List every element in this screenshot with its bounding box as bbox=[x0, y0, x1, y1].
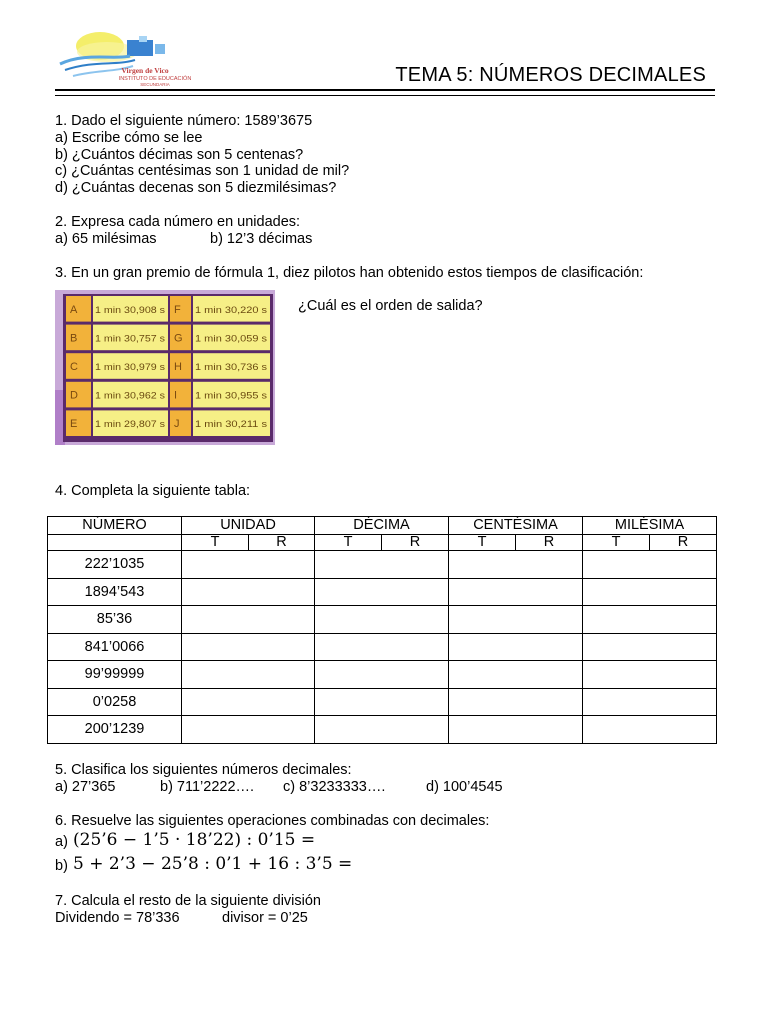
pilot-time: 1 min 30,736 s bbox=[195, 362, 268, 372]
answer-cell[interactable] bbox=[449, 661, 583, 689]
answer-cell[interactable] bbox=[182, 633, 315, 661]
table-row-number: 99’99999 bbox=[48, 661, 182, 689]
table-row-number: 222’1035 bbox=[48, 551, 182, 579]
q3-question: ¿Cuál es el orden de salida? bbox=[298, 298, 483, 314]
pilot-letter: B bbox=[70, 332, 78, 345]
q1-d: d) ¿Cuántas decenas son 5 diezmilésimas? bbox=[55, 180, 337, 196]
header-unidad: UNIDAD bbox=[182, 517, 315, 535]
subheader-t: T bbox=[182, 535, 249, 551]
pilot-time: 1 min 29,807 s bbox=[95, 419, 166, 430]
table-row-number: 1894’543 bbox=[48, 578, 182, 606]
logo-text-2: INSTITUTO DE EDUCACIÓN bbox=[118, 76, 192, 82]
answer-cell[interactable] bbox=[182, 578, 315, 606]
pilot-time: 1 min 30,211 s bbox=[195, 419, 268, 430]
answer-cell[interactable] bbox=[449, 688, 583, 716]
q2-a: a) 65 milésimas bbox=[55, 231, 157, 247]
table-row-number: 85’36 bbox=[48, 606, 182, 634]
answer-cell[interactable] bbox=[583, 661, 717, 689]
pilot-letter: D bbox=[70, 389, 78, 402]
q6-a-label: a) bbox=[55, 834, 68, 850]
answer-cell[interactable] bbox=[583, 716, 717, 744]
q6-b-label: b) bbox=[55, 858, 68, 874]
pilot-time: 1 min 30,059 s bbox=[195, 333, 268, 344]
pilot-time: 1 min 30,220 s bbox=[195, 304, 268, 315]
header-decima: DÉCIMA bbox=[315, 517, 449, 535]
answer-cell[interactable] bbox=[449, 551, 583, 579]
q4-stem: 4. Completa la siguiente tabla: bbox=[55, 483, 251, 499]
pilot-letter: H bbox=[174, 361, 182, 373]
q7-dividend: Dividendo = 78’336 bbox=[55, 910, 180, 926]
answer-cell[interactable] bbox=[449, 606, 583, 634]
page-title: TEMA 5: NÚMEROS DECIMALES bbox=[395, 64, 706, 86]
q7-divisor: divisor = 0’25 bbox=[222, 910, 308, 926]
header-rule-thick bbox=[55, 89, 715, 91]
q5-d: d) 100’4545 bbox=[426, 779, 503, 795]
header-milesima: MILÉSIMA bbox=[583, 517, 717, 535]
table-row-number: 0’0258 bbox=[48, 688, 182, 716]
q5-stem: 5. Clasifica los siguientes números decimales: bbox=[55, 762, 352, 778]
q5-b: b) 711’2222…. bbox=[160, 779, 255, 795]
q6-stem: 6. Resuelve las siguientes operaciones combinadas con decimales: bbox=[55, 813, 490, 829]
pilot-letter: A bbox=[70, 303, 78, 316]
subheader-r: R bbox=[249, 535, 315, 551]
answer-cell[interactable] bbox=[182, 661, 315, 689]
answer-cell[interactable] bbox=[182, 688, 315, 716]
header-rule-thin bbox=[55, 95, 715, 96]
pilot-time: 1 min 30,908 s bbox=[95, 304, 166, 315]
pilot-letter: F bbox=[174, 303, 181, 316]
subheader-r: R bbox=[516, 535, 583, 551]
pilot-letter: J bbox=[174, 418, 180, 431]
pilot-time: 1 min 30,955 s bbox=[195, 390, 268, 401]
subheader-t: T bbox=[583, 535, 650, 551]
q6-b-expression: 5 + 2’3 − 25’8 : 0’1 + 16 : 3’5 = bbox=[73, 854, 353, 874]
answer-cell[interactable] bbox=[583, 688, 717, 716]
logo-text-1: Virgen de Vico bbox=[121, 66, 169, 75]
q5-c: c) 8’3233333…. bbox=[283, 779, 386, 795]
q2-b: b) 12’3 décimas bbox=[210, 231, 313, 247]
answer-cell[interactable] bbox=[583, 578, 717, 606]
answer-cell[interactable] bbox=[315, 688, 449, 716]
answer-cell[interactable] bbox=[449, 716, 583, 744]
answer-cell[interactable] bbox=[449, 578, 583, 606]
pilot-times-table bbox=[55, 290, 275, 445]
q2-stem: 2. Expresa cada número en unidades: bbox=[55, 214, 301, 230]
answer-cell[interactable] bbox=[182, 551, 315, 579]
header-numero: NÚMERO bbox=[48, 517, 182, 535]
pilot-time: 1 min 30,962 s bbox=[95, 390, 166, 401]
answer-cell[interactable] bbox=[182, 716, 315, 744]
q1-a: a) Escribe cómo se lee bbox=[55, 130, 203, 146]
pilot-letter: G bbox=[174, 332, 183, 345]
answer-cell[interactable] bbox=[315, 551, 449, 579]
pilot-letter: C bbox=[70, 361, 78, 373]
table-row-number: 200’1239 bbox=[48, 716, 182, 744]
answer-cell[interactable] bbox=[315, 661, 449, 689]
answer-cell[interactable] bbox=[583, 633, 717, 661]
logo-text-3: SECUNDARIA bbox=[140, 82, 170, 87]
header-centesima: CENTÉSIMA bbox=[449, 517, 583, 535]
answer-cell[interactable] bbox=[449, 633, 583, 661]
q3-stem: 3. En un gran premio de fórmula 1, diez pilotos han obtenido estos tiempos de clasificación: bbox=[55, 265, 644, 281]
subheader-t: T bbox=[449, 535, 516, 551]
answer-cell[interactable] bbox=[315, 578, 449, 606]
answer-cell[interactable] bbox=[315, 633, 449, 661]
subheader-empty bbox=[48, 535, 182, 551]
pilot-time: 1 min 30,979 s bbox=[95, 362, 166, 372]
decimal-table bbox=[47, 516, 717, 744]
q6-a-expression: (25’6 − 1’5 · 18’22) : 0’15 = bbox=[73, 830, 316, 850]
q1-b: b) ¿Cuántos décimas son 5 centenas? bbox=[55, 147, 304, 163]
subheader-t: T bbox=[315, 535, 382, 551]
q1-c: c) ¿Cuántas centésimas son 1 unidad de mil? bbox=[55, 163, 350, 179]
answer-cell[interactable] bbox=[315, 716, 449, 744]
pilot-letter: I bbox=[174, 389, 178, 402]
q5-a: a) 27’365 bbox=[55, 779, 116, 795]
q1-stem: 1. Dado el siguiente número: 1589’3675 bbox=[55, 113, 313, 129]
pilot-letter: E bbox=[70, 418, 78, 431]
answer-cell[interactable] bbox=[182, 606, 315, 634]
subheader-r: R bbox=[382, 535, 449, 551]
subheader-r: R bbox=[650, 535, 717, 551]
answer-cell[interactable] bbox=[583, 606, 717, 634]
school-logo bbox=[55, 30, 200, 90]
table-row-number: 841’0066 bbox=[48, 633, 182, 661]
q7-stem: 7. Calcula el resto de la siguiente división bbox=[55, 893, 321, 909]
pilot-time: 1 min 30,757 s bbox=[95, 333, 166, 344]
answer-cell[interactable] bbox=[315, 606, 449, 634]
answer-cell[interactable] bbox=[583, 551, 717, 579]
